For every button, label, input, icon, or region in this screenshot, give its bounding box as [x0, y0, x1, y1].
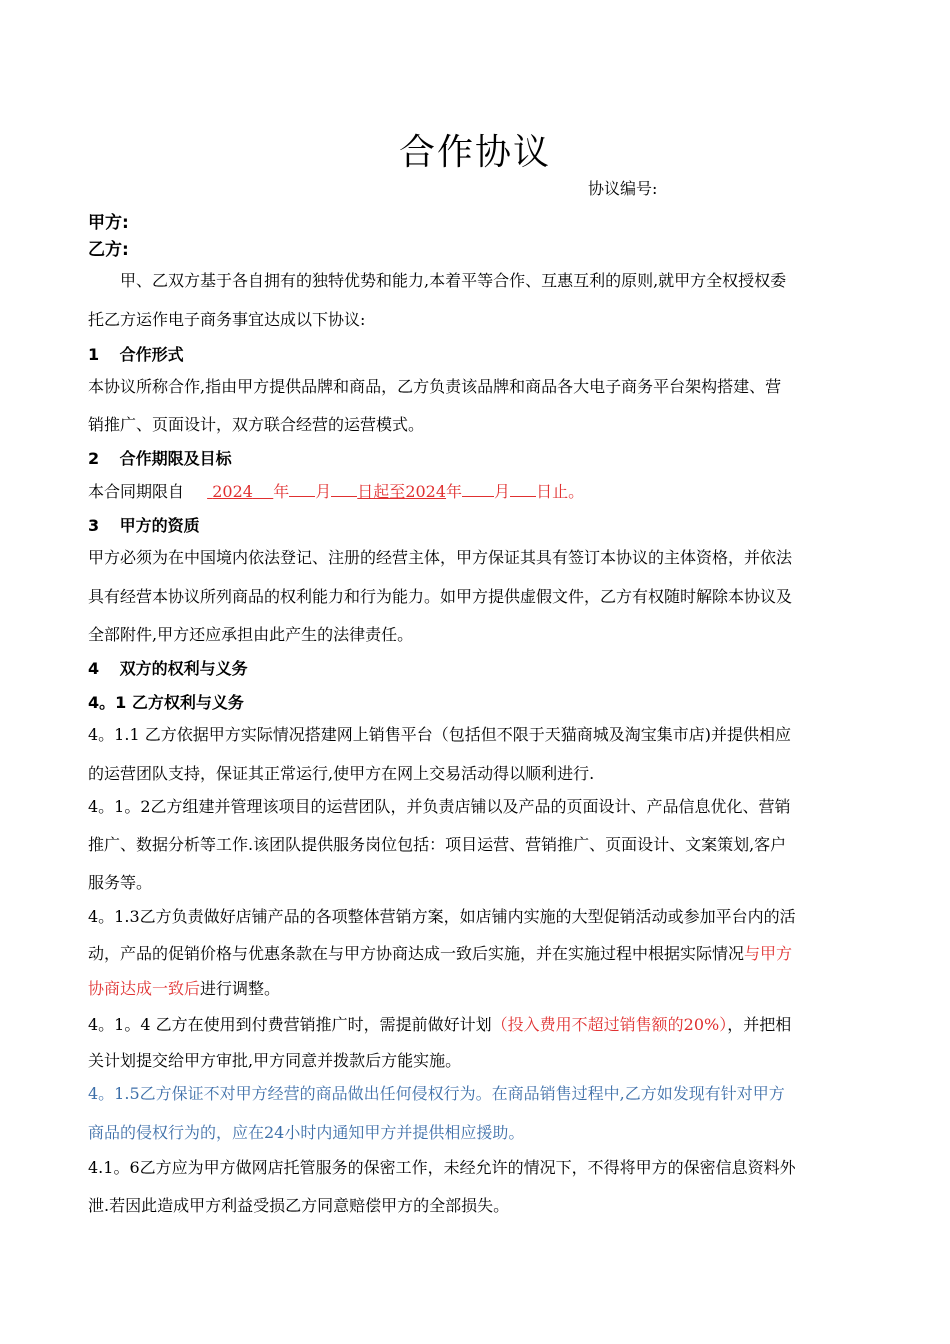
section-title: 双方的权利与义务 [119, 659, 248, 678]
agreement-number-label: 协议编号: [588, 179, 658, 198]
month-char: 月 [494, 482, 511, 501]
section-title: 合作期限及目标 [119, 449, 232, 468]
clause-4-1-3-line-3 [88, 976, 868, 999]
clause-4-1-5-line-2: 商品的侵权行为的，应在24小时内通知甲方并提供相应援助。 [88, 1123, 525, 1142]
highlight-text: 与甲方 [744, 944, 793, 963]
month-char: 月 [315, 482, 332, 501]
section-4-heading [88, 656, 248, 679]
end-year: 2024 [405, 482, 447, 501]
clause-4-1-5-line-1: 4。1.5乙方保证不对甲方经营的商品做出任何侵权行为。在商品销售过程中,乙方如发现有针对甲方 [88, 1084, 785, 1103]
end-suffix: 日止。 [536, 482, 585, 501]
clause-4-1-2-line-2: 推广、数据分析等工作.该团队提供服务岗位包括：项目运营、营销推广、页面设计、文案策划,客户 [88, 835, 787, 854]
clause-4-1-1-line-1: 4。1.1 乙方依据甲方实际情况搭建网上销售平台（包括但不限于天猫商城及淘宝集市店)并提供相应 [88, 725, 791, 744]
year-char: 年 [446, 482, 463, 501]
term-line [88, 479, 868, 502]
clause-text: ，并把相 [727, 1015, 792, 1034]
blank-field [331, 482, 357, 497]
subsection-4-1-heading: 4。1 乙方权利与义务 [88, 693, 244, 712]
term-dates [207, 482, 584, 501]
intro-line-2: 托乙方运作电子商务事宜达成以下协议: [88, 310, 366, 329]
section-title: 合作形式 [119, 345, 184, 364]
clause-text: 4。1。4 乙方在使用到付费营销推广时，需提前做好计划 [88, 1015, 492, 1034]
blank-field [462, 482, 494, 497]
blank-field [510, 482, 536, 497]
section-number: 2 [88, 449, 100, 468]
term-prefix: 本合同期限自 [88, 482, 185, 501]
section-1-line-1: 本协议所称合作,指由甲方提供品牌和商品，乙方负责该品牌和商品各大电子商务平台架构搭建、营 [88, 377, 782, 396]
section-number: 3 [88, 516, 100, 535]
section-1-line-2: 销推广、页面设计，双方联合经营的运营模式。 [88, 415, 425, 434]
section-3-heading [88, 513, 200, 536]
clause-4-1-6-line-2: 泄.若因此造成甲方利益受损乙方同意赔偿甲方的全部损失。 [88, 1196, 510, 1215]
section-3-line-1: 甲方必须为在中国境内依法登记、注册的经营主体，甲方保证其具有签订本协议的主体资格，并依法 [88, 548, 793, 567]
party-b-label: 乙方: [88, 240, 129, 260]
clause-4-1-2-line-1: 4。1。2乙方组建并管理该项目的运营团队，并负责店铺以及产品的页面设计、产品信息优化、营销 [88, 797, 791, 816]
party-a-label: 甲方: [88, 213, 129, 233]
blank-field [289, 482, 315, 497]
intro-line-1: 甲、乙双方基于各自拥有的独特优势和能力,本着平等合作、互惠互利的原则,就甲方全权授权委 [120, 271, 787, 290]
section-title: 甲方的资质 [119, 516, 200, 535]
highlight-text: （投入费用不超过销售额的20%） [491, 1015, 728, 1034]
clause-4-1-2-line-3: 服务等。 [88, 873, 153, 892]
section-3-line-3: 全部附件,甲方还应承担由此产生的法律责任。 [88, 625, 414, 644]
section-1-heading [88, 342, 184, 365]
clause-4-1-4-line-2: 关计划提交给甲方审批,甲方同意并拨款后方能实施。 [88, 1051, 462, 1070]
document-title: 合作协议 [398, 132, 551, 173]
start-year: 2024 [212, 482, 253, 501]
day-from: 日起至 [357, 482, 406, 501]
section-number: 4 [88, 659, 100, 678]
clause-4-1-3-line-2 [88, 941, 868, 964]
clause-text: 动，产品的促销价格与优惠条款在与甲方协商达成一致后实施，并在实施过程中根据实际情况 [88, 944, 745, 963]
year-char: 年 [273, 482, 290, 501]
section-number: 1 [88, 345, 100, 364]
clause-4-1-1-line-2: 的运营团队支持，保证其正常运行,使甲方在网上交易活动得以顺利进行. [88, 764, 595, 783]
section-3-line-2: 具有经营本协议所列商品的权利能力和行为能力。如甲方提供虚假文件，乙方有权随时解除本协议及 [88, 587, 793, 606]
clause-text: 进行调整。 [200, 979, 281, 998]
clause-4-1-6-line-1: 4.1。6乙方应为甲方做网店托管服务的保密工作，未经允许的情况下，不得将甲方的保密信息资料外 [88, 1158, 796, 1177]
highlight-text: 协商达成一致后 [88, 979, 201, 998]
clause-4-1-3-line-1: 4。1.3乙方负责做好店铺产品的各项整体营销方案，如店铺内实施的大型促销活动或参加平台内的活 [88, 907, 796, 926]
section-2-heading [88, 446, 232, 469]
clause-4-1-4-line-1 [88, 1012, 868, 1035]
